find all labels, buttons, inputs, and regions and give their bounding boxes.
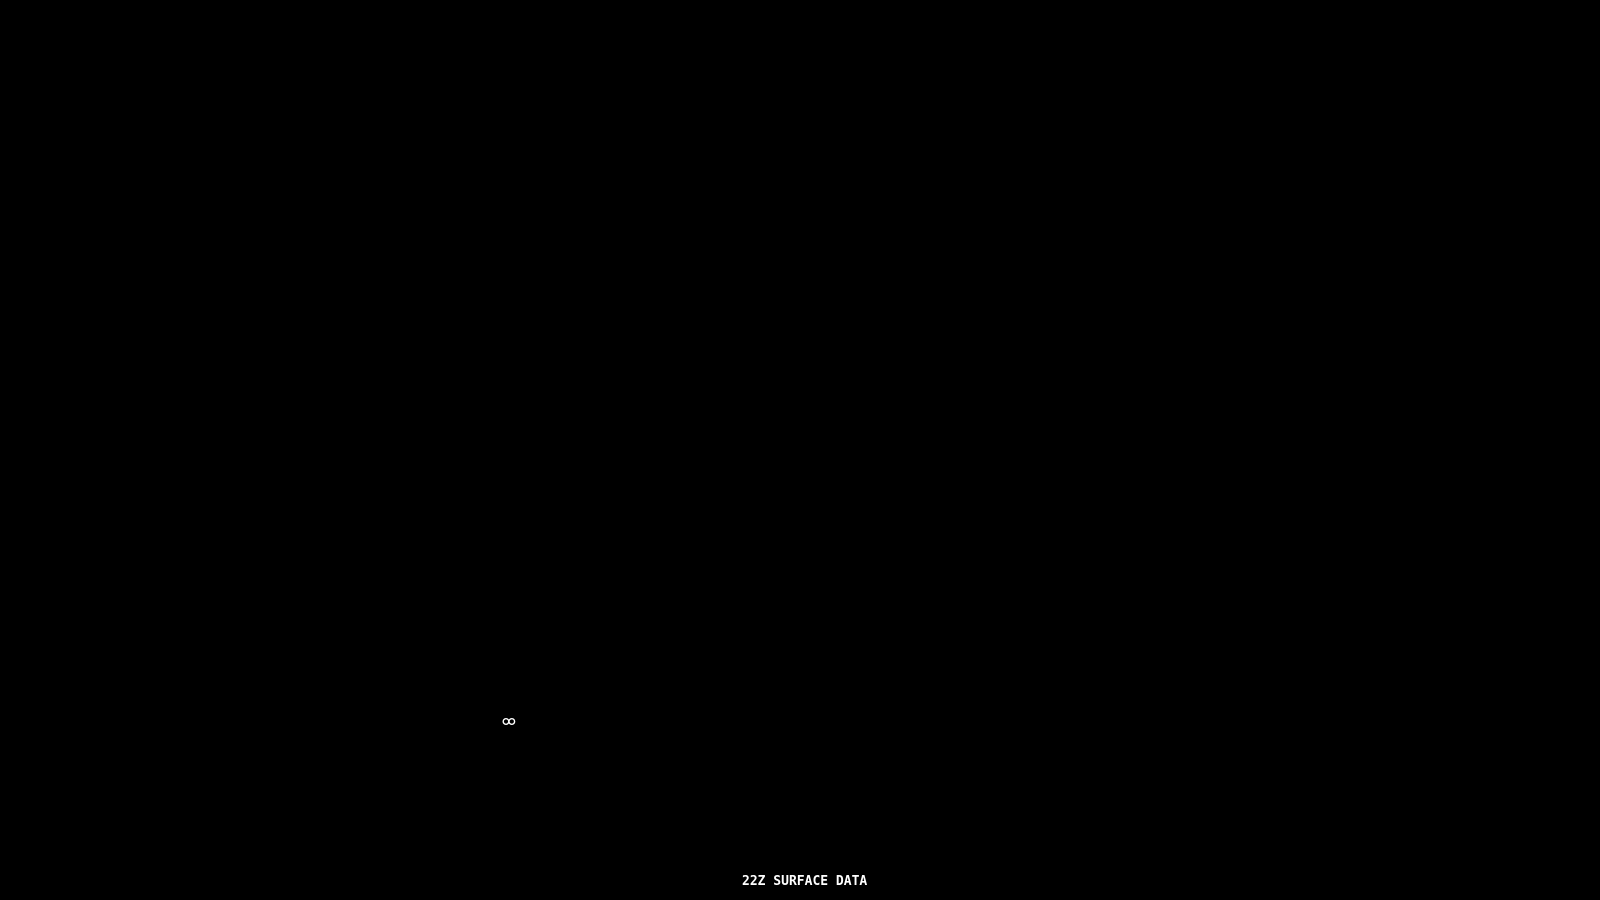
station-plot-haze xyxy=(502,717,516,726)
haze-icon xyxy=(502,717,516,726)
map-caption: 22Z SURFACE DATA xyxy=(742,874,868,889)
